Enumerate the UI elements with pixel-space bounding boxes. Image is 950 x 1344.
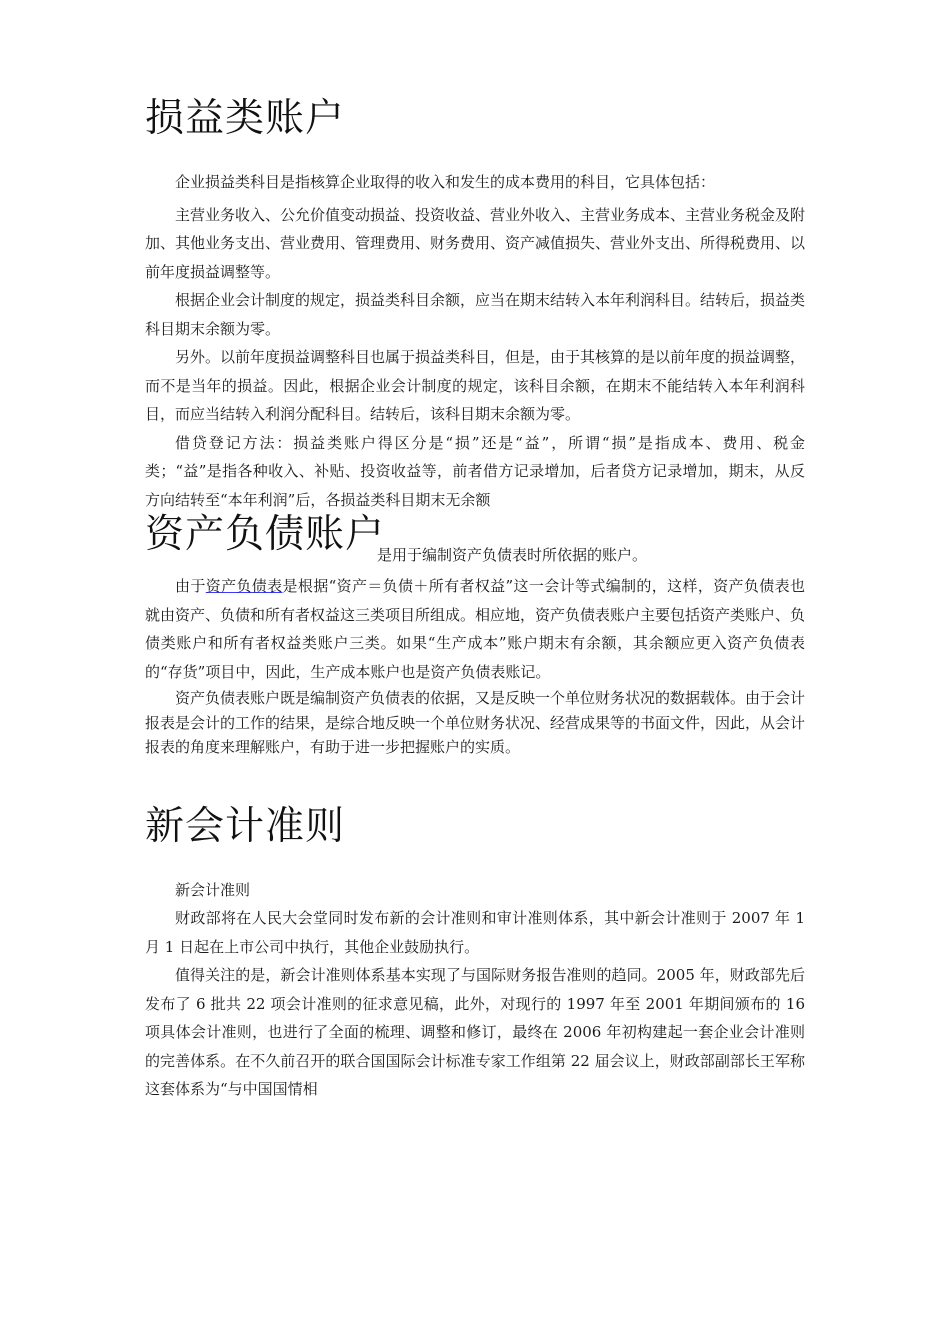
paragraph: 主营业务收入、公允价值变动损益、投资收益、营业外收入、主营业务成本、主营业务税金及附加、其他业务支出、营业费用、管理费用、财务费用、资产减值损失、营业外支出、所得税费用、以前年度损益调整等。 [145,205,806,281]
paragraph: 新会计准则 [175,880,251,899]
text-run: 由于 [175,577,206,595]
section-title-new-standards: 新会计准则 [145,803,346,849]
balance-sheet-link[interactable]: 资产负债表 [205,577,283,595]
paragraph: 借贷登记方法：损益类账户得区分是“损”还是“益”，所谓“损”是指成本、费用、税金类；“益”是指各种收入、补贴、投资收益等，前者借方记录增加，后者贷方记录增加，期末，从反方向结转至“本年利润”后，各损益类科目期末无余额 [145,433,805,509]
paragraph: 财政部将在人民大会堂同时发布新的会计准则和审计准则体系，其中新会计准则于 2007 年 1 月 1 日起在上市公司中执行，其他企业鼓励执行。 [145,909,805,956]
paragraph: 另外。以前年度损益调整科目也属于损益类科目，但是，由于其核算的是以前年度的损益调整，而不是当年的损益。因此，根据企业会计制度的规定，该科目余额，在期末不能结转入本年利润科目，而应当结转入利润分配科目。结转后，该科目期末余额为零。 [145,348,806,423]
section-title-balance-accounts: 资产负债账户 [145,512,386,557]
paragraph: 根据企业会计制度的规定，损益类科目余额，应当在期末结转入本年利润科目。结转后，损益类科目期末余额为零。 [145,291,806,338]
document-body [145,92,805,1104]
paragraph: 资产负债表账户既是编制资产负债表的依据，又是反映一个单位财务状况的数据载体。由于会计报表是会计的工作的结果，是综合地反映一个单位财务状况、经营成果等的书面文件，因此，从会计报表的角度来理解账户，有助于进一步把握账户的实质。 [145,689,806,756]
section-subtitle: 是用于编制资产负债表时所依据的账户。 [377,546,648,564]
section-header-balance-accounts [145,514,805,564]
text-run: 是根据“资产＝负债＋所有者权益”这一会计等式编制的，这样，资产负债表也就由资产、负债和所有者权益这三类项目所组成。相应地，资产负债表账户主要包括资产类账户、负债类账户和所有者权益类账户三类。如果“生产成本”账户期末有余额，其余额应更入资产负债表的“存货”项目中，因此，生产成本账户也是资产负债表账记。 [145,577,806,681]
section-title-income-accounts: 损益类账户 [145,96,346,141]
paragraph [145,572,805,686]
paragraph: 企业损益类科目是指核算企业取得的收入和发生的成本费用的科目，它具体包括： [175,173,716,191]
paragraph: 值得关注的是，新会计准则体系基本实现了与国际财务报告准则的趋同。2005 年，财政部先后发布了 6 批共 22 项会计准则的征求意见稿，此外，对现行的 1997 年至 2001 年期间颁布的 16 项具体会计准则，也进行了全面的梳理、调整和修订，最终在 2006 年初构建起一套企业会计准则的完善体系。在不久前召开的联合国国际会计标准专家工作组第 22 届会议上，财政部副部长王军称这套体系为“与中国国情相 [145,966,805,1098]
